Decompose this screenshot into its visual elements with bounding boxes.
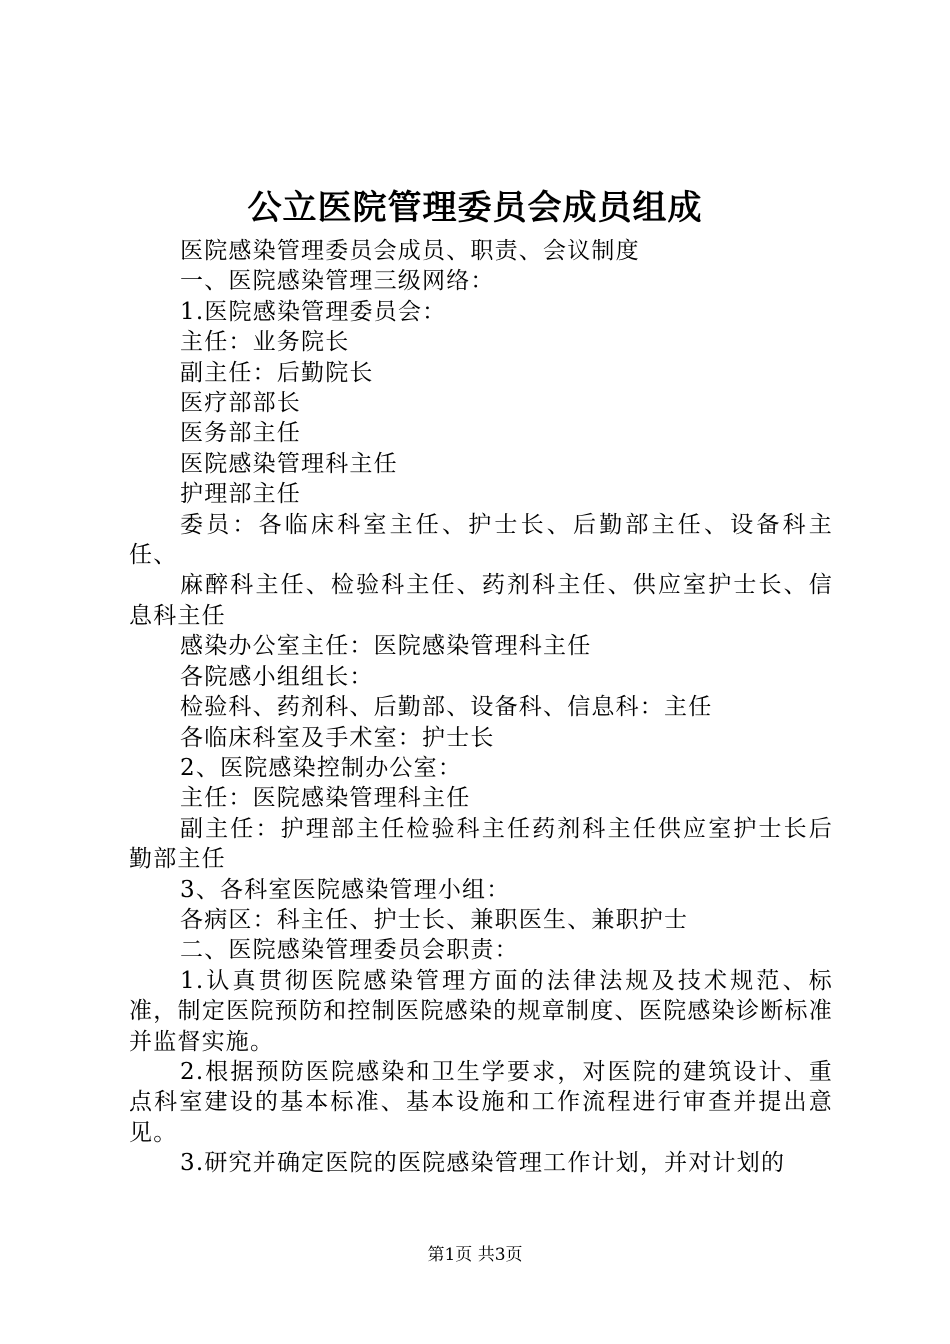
page-footer: 第1页 共3页 [427,1245,523,1265]
paragraph: 医院感染管理委员会成员、职责、会议制度 [180,238,640,264]
paragraph: 医务部主任 [180,420,301,447]
paragraph: 医疗部部长 [180,390,301,417]
paragraph: 护理部主任 [180,481,301,508]
paragraph: 麻醉科主任、检验科主任、药剂科主任、供应室护士长、信息科主任 [129,572,833,629]
paragraph: 主任：业务院长 [180,329,350,356]
document-body [129,236,833,1179]
paragraph: 医院感染管理科主任 [180,450,398,477]
paragraph: 1.医院感染管理委员会： [180,298,447,325]
paragraph: 委员：各临床科室主任、护士长、后勤部主任、设备科主任、 [129,511,833,569]
paragraph: 各院感小组组长： [180,663,374,690]
paragraph: 2、医院感染控制办公室： [180,754,463,781]
paragraph: 检验科、药剂科、后勤部、设备科、信息科：主任 [180,694,713,721]
paragraph: 一、医院感染管理三级网络： [180,268,495,295]
paragraph: 副主任：护理部主任检验科主任药剂科主任供应室护士长后勤部主任 [129,815,833,873]
paragraph: 2.根据预防医院感染和卫生学要求，对医院的建筑设计、重点科室建设的基本标准、基本设施和工作流程进行审查并提出意见。 [129,1058,833,1146]
document-title: 公立医院管理委员会成员组成 [247,188,703,228]
paragraph: 1.认真贯彻医院感染管理方面的法律法规及技术规范、标准，制定医院预防和控制医院感染的规章制度、医院感染诊断标准并监督实施。 [129,967,833,1055]
paragraph: 3、各科室医院感染管理小组： [180,876,511,903]
paragraph: 主任：医院感染管理科主任 [180,785,471,812]
paragraph: 3.研究并确定医院的医院感染管理工作计划，并对计划的 [180,1150,786,1177]
paragraph: 感染办公室主任：医院感染管理科主任 [180,633,592,660]
paragraph: 各病区：科主任、护士长、兼职医生、兼职护士 [180,906,689,933]
paragraph: 各临床科室及手术室：护士长 [180,724,495,751]
paragraph: 二、医院感染管理委员会职责： [180,937,519,964]
paragraph: 副主任：后勤院长 [180,359,374,386]
